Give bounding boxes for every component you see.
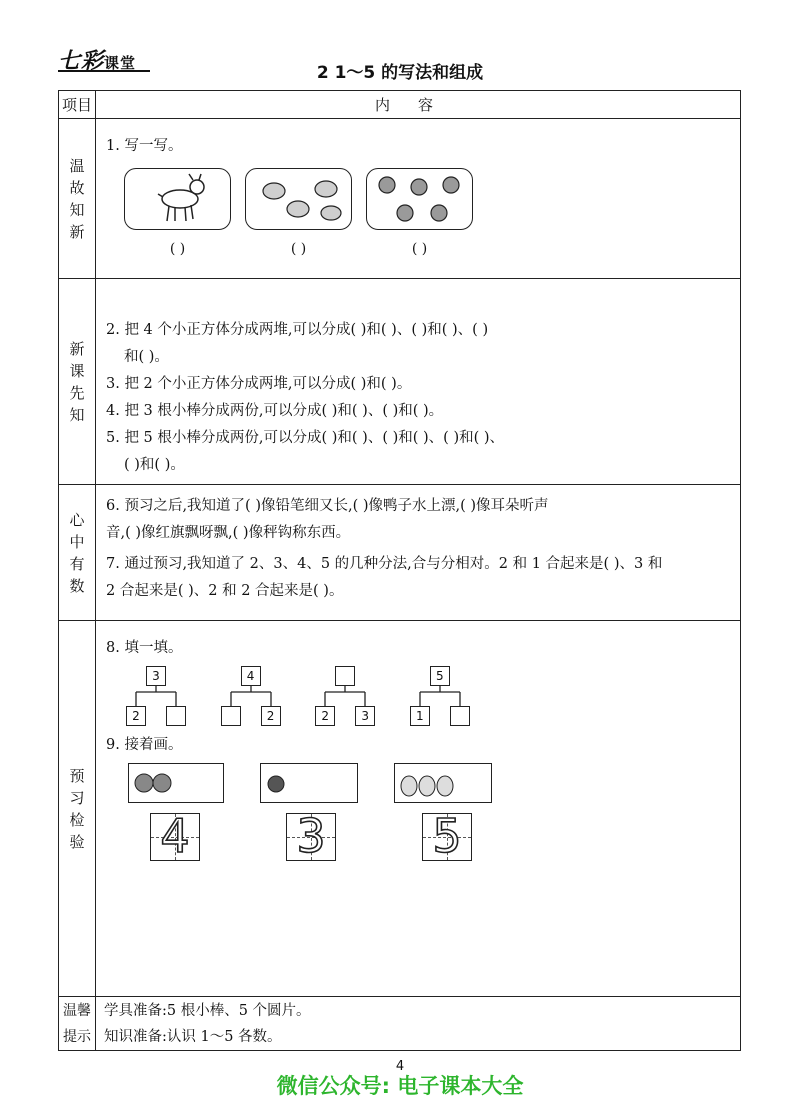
bond-top[interactable]: 4: [241, 666, 261, 686]
question-6: 6. 预习之后,我知道了( )像铅笔细又长,( )像鸭子水上漂,( )像耳朵听声: [106, 498, 549, 514]
question-5-cont: ( )和( )。: [124, 457, 185, 473]
traced-digit: 4: [160, 809, 190, 863]
section-tips: [96, 997, 741, 1051]
section-label-heart: 心中有数: [59, 485, 96, 621]
writing-grid[interactable]: [286, 809, 336, 863]
traced-digit: 3: [296, 809, 326, 863]
question-6-cont: 音,( )像红旗飘呀飘,( )像秤钩称东西。: [106, 525, 351, 541]
section-label-check: 预习检验: [59, 621, 96, 997]
bond-left[interactable]: 1: [410, 706, 430, 726]
bond-right[interactable]: 2: [261, 706, 281, 726]
bond-right[interactable]: [166, 706, 186, 726]
goat-picture: [124, 168, 231, 230]
section-label-review: 温故知新: [59, 119, 96, 279]
bond-left[interactable]: 2: [126, 706, 146, 726]
question-3: 3. 把 2 个小正方体分成两堆,可以分成( )和( )。: [106, 376, 412, 392]
bond-right[interactable]: [450, 706, 470, 726]
bond-top[interactable]: [335, 666, 355, 686]
question-2-cont: 和( )。: [124, 349, 169, 365]
turtle-icon: [367, 169, 472, 229]
answer-blank[interactable]: ( ): [290, 241, 307, 257]
question-4: 4. 把 3 根小棒分成两份,可以分成( )和( )、( )和( )。: [106, 403, 444, 419]
apple-icon: [261, 764, 357, 802]
bond-left[interactable]: 2: [315, 706, 335, 726]
tip-knowledge: 知识准备:认识 1～5 各数。: [104, 1028, 282, 1045]
section-check: [96, 621, 741, 997]
question-2: 2. 把 4 个小正方体分成两堆,可以分成( )和( )、( )和( )、( ): [106, 322, 489, 338]
section-new: [96, 279, 741, 485]
bond-top[interactable]: 5: [430, 666, 450, 686]
number-bond: [315, 666, 375, 726]
watermelon-icon: [129, 764, 223, 802]
question-9: 9. 接着画。: [106, 737, 183, 753]
turtles-picture: [366, 168, 473, 230]
col-content-header: 内容: [96, 91, 741, 119]
page-number: 4: [395, 1059, 405, 1074]
frogs-picture: [245, 168, 352, 230]
number-bond: [221, 666, 281, 726]
watermelon-row: [128, 763, 224, 803]
pear-icon: [395, 764, 491, 802]
apple-row: [260, 763, 358, 803]
frog-icon: [246, 169, 351, 229]
answer-blank[interactable]: ( ): [169, 241, 186, 257]
traced-digit: 5: [432, 809, 462, 863]
writing-grid[interactable]: [422, 809, 472, 863]
section-heart: [96, 485, 741, 621]
answer-blank[interactable]: ( ): [411, 241, 428, 257]
tip-tools: 学具准备:5 根小棒、5 个圆片。: [104, 1002, 311, 1019]
publisher-logo: 七彩课堂: [58, 49, 137, 74]
worksheet-table: [58, 90, 741, 1051]
question-5: 5. 把 5 根小棒分成两份,可以分成( )和( )、( )和( )、( )和( )、: [106, 430, 505, 446]
question-7: 7. 通过预习,我知道了 2、3、4、5 的几种分法,合与分相对。2 和 1 合起来是( )、3 和: [106, 556, 663, 572]
section-review: [96, 119, 741, 279]
number-bond: [410, 666, 470, 726]
bond-left[interactable]: [221, 706, 241, 726]
question-8: 8. 填一填。: [106, 640, 183, 656]
question-7-cont: 2 合起来是( )、2 和 2 合起来是( )。: [106, 583, 344, 599]
section-label-tips: 温馨 提示: [59, 997, 96, 1051]
writing-grid[interactable]: [150, 809, 200, 863]
col-item-header: 项目: [59, 91, 96, 119]
page-title: 2 1～5 的写法和组成: [316, 63, 484, 83]
number-bond: [126, 666, 186, 726]
bond-top[interactable]: 3: [146, 666, 166, 686]
watermark: 微信公众号: 电子课本大全: [276, 1074, 524, 1098]
goat-icon: [125, 169, 230, 229]
bond-right[interactable]: 3: [355, 706, 375, 726]
pear-row: [394, 763, 492, 803]
question-1: 1. 写一写。: [106, 138, 183, 154]
section-label-new: 新课先知: [59, 279, 96, 485]
